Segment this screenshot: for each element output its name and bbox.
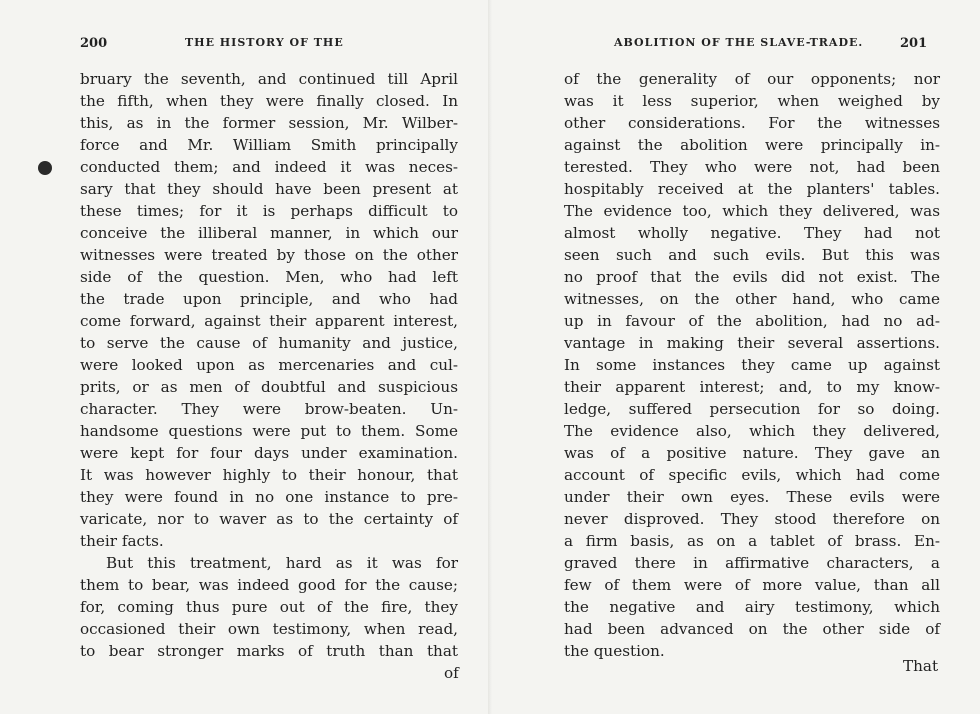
text-line: graved there in affirmative characters, a xyxy=(564,554,940,572)
text-line: under their own eyes. These evils were xyxy=(564,488,940,506)
text-line: never disproved. They stood therefore on xyxy=(564,510,940,528)
text-line: conducted them; and indeed it was neces- xyxy=(80,158,458,176)
left-catchword: of xyxy=(444,664,459,682)
text-line: character. They were brow-beaten. Un- xyxy=(80,400,458,418)
left-running-head: THE HISTORY OF THE xyxy=(185,36,344,49)
text-line: against the abolition were principally in- xyxy=(564,136,940,154)
text-line: their apparent interest; and, to my know- xyxy=(564,378,940,396)
text-line: sary that they should have been present at xyxy=(80,180,458,198)
text-line: seen such and such evils. But this was xyxy=(564,246,940,264)
right-page-number: 201 xyxy=(900,36,928,51)
text-line: these times; for it is perhaps difficult to xyxy=(80,202,458,220)
ink-blot xyxy=(38,161,52,175)
text-line: prits, or as men of doubtful and suspicious xyxy=(80,378,458,396)
left-body-text xyxy=(80,68,458,662)
text-line: other considerations. For the witnesses xyxy=(564,114,940,132)
text-line: for, coming thus pure out of the fire, they xyxy=(80,598,458,616)
text-line: were looked upon as mercenaries and cul- xyxy=(80,356,458,374)
right-body-text xyxy=(564,68,940,662)
text-line: But this treatment, hard as it was for xyxy=(106,554,458,572)
text-line: bruary the seventh, and continued till April xyxy=(80,70,458,88)
text-line: almost wholly negative. They had not xyxy=(564,224,940,242)
text-line: they were found in no one instance to pre- xyxy=(80,488,458,506)
text-line: witnesses, on the other hand, who came xyxy=(564,290,940,308)
text-line: The evidence too, which they delivered, was xyxy=(564,202,940,220)
text-line: the fifth, when they were finally closed. In xyxy=(80,92,458,110)
text-line: up in favour of the abolition, had no ad- xyxy=(564,312,940,330)
text-line: no proof that the evils did not exist. The xyxy=(564,268,940,286)
text-line: side of the question. Men, who had left xyxy=(80,268,458,286)
text-line: this, as in the former session, Mr. Wilber- xyxy=(80,114,458,132)
text-line: It was however highly to their honour, that xyxy=(80,466,458,484)
text-line: occasioned their own testimony, when read, xyxy=(80,620,458,638)
text-line: force and Mr. William Smith principally xyxy=(80,136,458,154)
text-line: come forward, against their apparent interest, xyxy=(80,312,458,330)
text-line: their facts. xyxy=(80,532,164,550)
left-page-number: 200 xyxy=(80,36,108,51)
text-line: few of them were of more value, than all xyxy=(564,576,940,594)
text-line: to bear stronger marks of truth than that xyxy=(80,642,458,660)
text-line: a firm basis, as on a tablet of brass. En- xyxy=(564,532,940,550)
text-line: hospitably received at the planters' tables. xyxy=(564,180,940,198)
text-line: were kept for four days under examination. xyxy=(80,444,458,462)
text-line: varicate, nor to waver as to the certainty of xyxy=(80,510,458,528)
text-line: In some instances they came up against xyxy=(564,356,940,374)
text-line: witnesses were treated by those on the other xyxy=(80,246,458,264)
text-line: the trade upon principle, and who had xyxy=(80,290,458,308)
text-line: the negative and airy testimony, which xyxy=(564,598,940,616)
text-line: ledge, suffered persecution for so doing. xyxy=(564,400,940,418)
text-line: had been advanced on the other side of xyxy=(564,620,940,638)
text-line: The evidence also, which they delivered, xyxy=(564,422,940,440)
text-line: vantage in making their several assertions. xyxy=(564,334,940,352)
right-running-head: ABOLITION OF THE SLAVE-TRADE. xyxy=(614,36,864,49)
text-line: conceive the illiberal manner, in which our xyxy=(80,224,458,242)
text-line: terested. They who were not, had been xyxy=(564,158,940,176)
text-line: was of a positive nature. They gave an xyxy=(564,444,940,462)
text-line: them to bear, was indeed good for the cause; xyxy=(80,576,458,594)
text-line: was it less superior, when weighed by xyxy=(564,92,940,110)
text-line: of the generality of our opponents; nor xyxy=(564,70,940,88)
text-line: to serve the cause of humanity and justice, xyxy=(80,334,458,352)
right-catchword: That xyxy=(903,657,939,675)
text-line: account of specific evils, which had come xyxy=(564,466,940,484)
text-line: handsome questions were put to them. Some xyxy=(80,422,458,440)
book-gutter xyxy=(488,0,492,714)
text-line: the question. xyxy=(564,642,665,660)
